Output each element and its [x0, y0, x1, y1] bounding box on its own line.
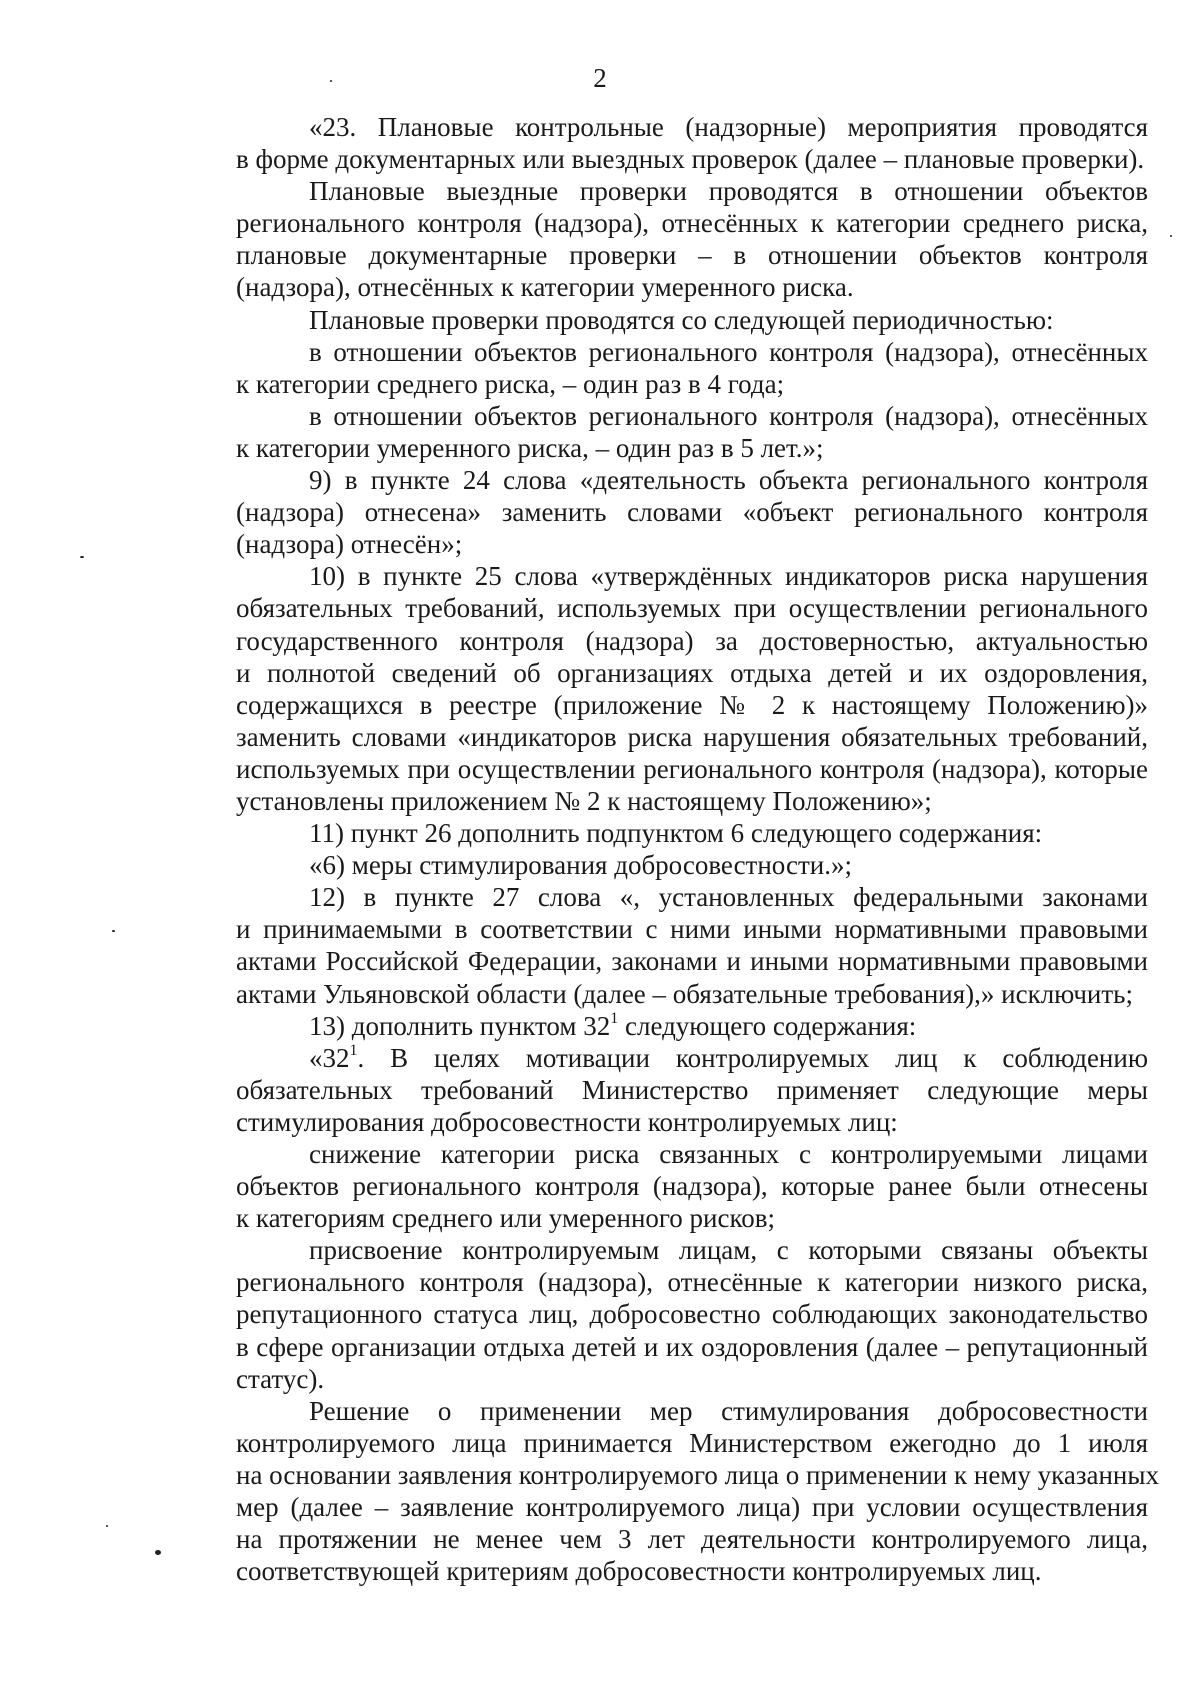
paragraph — [163, 175, 1148, 303]
text-line: на протяжении не менее чем 3 лет деятельности контролируемого лица, — [236, 1524, 1148, 1555]
text-line: Плановые выездные проверки проводятся в отношении объектов — [309, 176, 1148, 207]
scan-speck — [1170, 235, 1172, 237]
paragraph — [163, 881, 1148, 1009]
text-line: (надзора) отнесена» заменить словами «объект регионального контроля — [236, 497, 1148, 528]
text-line: 9) в пункте 24 слова «деятельность объекта регионального контроля — [309, 465, 1148, 496]
text-line: и полнотой сведений об организациях отдыха детей и их оздоровления, — [236, 657, 1148, 688]
paragraph — [163, 1010, 1148, 1042]
text-line: статус). — [236, 1363, 325, 1394]
text-line: стимулирования добросовестности контролируемых лиц: — [236, 1106, 898, 1137]
text-line: на основании заявления контролируемого лица о применении к нему указанных — [236, 1459, 1160, 1490]
text-line: 11) пункт 26 дополнить подпунктом 6 следующего содержания: — [309, 818, 1043, 849]
text-line: регионального контроля (надзора), отнесённые к категории низкого риска, — [236, 1267, 1148, 1298]
text-line: актами Российской Федерации, законами и иными нормативными правовыми — [236, 946, 1148, 977]
paragraph — [163, 817, 1148, 849]
paragraph — [163, 1042, 1148, 1138]
text-line: к категориям среднего или умеренного рисков; — [236, 1203, 775, 1234]
text-line: контролируемого лица принимается Министерством ежегодно до 1 июля — [236, 1427, 1148, 1458]
paragraph — [163, 111, 1148, 175]
text-line: актами Ульяновской области (далее – обязательные требования),» исключить; — [236, 978, 1133, 1009]
scan-speck — [155, 1550, 161, 1555]
text-line: Решение о применении мер стимулирования добросовестности — [309, 1395, 1148, 1426]
text-line: установлены приложением № 2 к настоящему Положению»; — [236, 785, 932, 816]
text-line: объектов регионального контроля (надзора), которые ранее были отнесены — [236, 1171, 1148, 1202]
text-line: государственного контроля (надзора) за достоверностью, актуальностью — [236, 625, 1148, 656]
page-number: 2 — [593, 63, 607, 93]
text-line: содержащихся в реестре (приложение № 2 к настоящему Положению)» — [236, 689, 1148, 720]
text-line: 12) в пункте 27 слова «, установленных федеральными законами — [309, 882, 1148, 913]
scan-speck — [330, 80, 332, 82]
paragraph — [163, 400, 1148, 464]
paragraph — [163, 336, 1148, 400]
text-line: (надзора), отнесённых к категории умеренного риска. — [236, 272, 854, 303]
text-line: к категории умеренного риска, – один раз в 5 лет.»; — [236, 432, 824, 463]
text-line: мер (далее – заявление контролируемого лица) при условии осуществления — [236, 1492, 1148, 1523]
text-line: Плановые проверки проводятся со следующей периодичностью: — [309, 304, 1054, 335]
text-line: «23. Плановые контрольные (надзорные) мероприятия проводятся — [309, 112, 1148, 142]
paragraph — [163, 464, 1148, 560]
paragraph — [163, 304, 1148, 336]
scan-speck — [80, 556, 84, 558]
text-line: «6) меры стимулирования добросовестности.»; — [309, 850, 852, 881]
paragraph — [163, 849, 1148, 881]
scan-speck — [106, 1525, 108, 1527]
text-line: соответствующей критериям добросовестности контролируемых лиц. — [236, 1556, 1042, 1587]
text-line: к категории среднего риска, – один раз в 4 года; — [236, 368, 785, 399]
text-line: обязательных требований, используемых при осуществлении регионального — [236, 593, 1148, 624]
text-line: 13) дополнить пунктом $32^1$ следующего содержания: — [309, 1009, 917, 1041]
document-body — [163, 111, 1160, 1587]
text-line: репутационного статуса лиц, добросовестно соблюдающих законодательство — [236, 1299, 1148, 1330]
text-line: в отношении объектов регионального контроля (надзора), отнесённых — [309, 336, 1148, 367]
text-line: (надзора) отнесён»; — [236, 529, 463, 560]
text-line: и принимаемыми в соответствии с ними иными нормативными правовыми — [236, 914, 1148, 945]
text-line: обязательных требований Министерство применяет следующие меры — [236, 1074, 1148, 1105]
paragraph — [163, 1395, 1160, 1588]
text-line: снижение категории риска связанных с контролируемыми лицами — [309, 1139, 1148, 1169]
text-line: присвоение контролируемым лицам, с которыми связаны объекты — [309, 1235, 1148, 1266]
paragraph — [163, 1138, 1148, 1234]
text-line: регионального контроля (надзора), отнесённых к категории среднего риска, — [236, 208, 1148, 239]
text-line: в сфере организации отдыха детей и их оздоровления (далее – репутационный — [236, 1331, 1148, 1362]
text-line: в форме документарных или выездных проверок (далее – плановые проверки). — [236, 144, 1145, 175]
text-line: используемых при осуществлении регионального контроля (надзора), которые — [236, 753, 1148, 784]
paragraph — [163, 1234, 1148, 1394]
text-line: в отношении объектов регионального контроля (надзора), отнесённых — [309, 400, 1148, 431]
scan-speck — [112, 930, 115, 932]
text-line: 10) в пункте 25 слова «утверждённых индикаторов риска нарушения — [309, 561, 1148, 592]
paragraph — [163, 560, 1148, 817]
text-line: заменить словами «индикаторов риска нарушения обязательных требований, — [236, 721, 1148, 752]
text-line: плановые документарные проверки – в отношении объектов контроля — [236, 240, 1148, 271]
text-line: «$32^1$. В целях мотивации контролируемых лиц к соблюдению — [309, 1041, 1148, 1073]
